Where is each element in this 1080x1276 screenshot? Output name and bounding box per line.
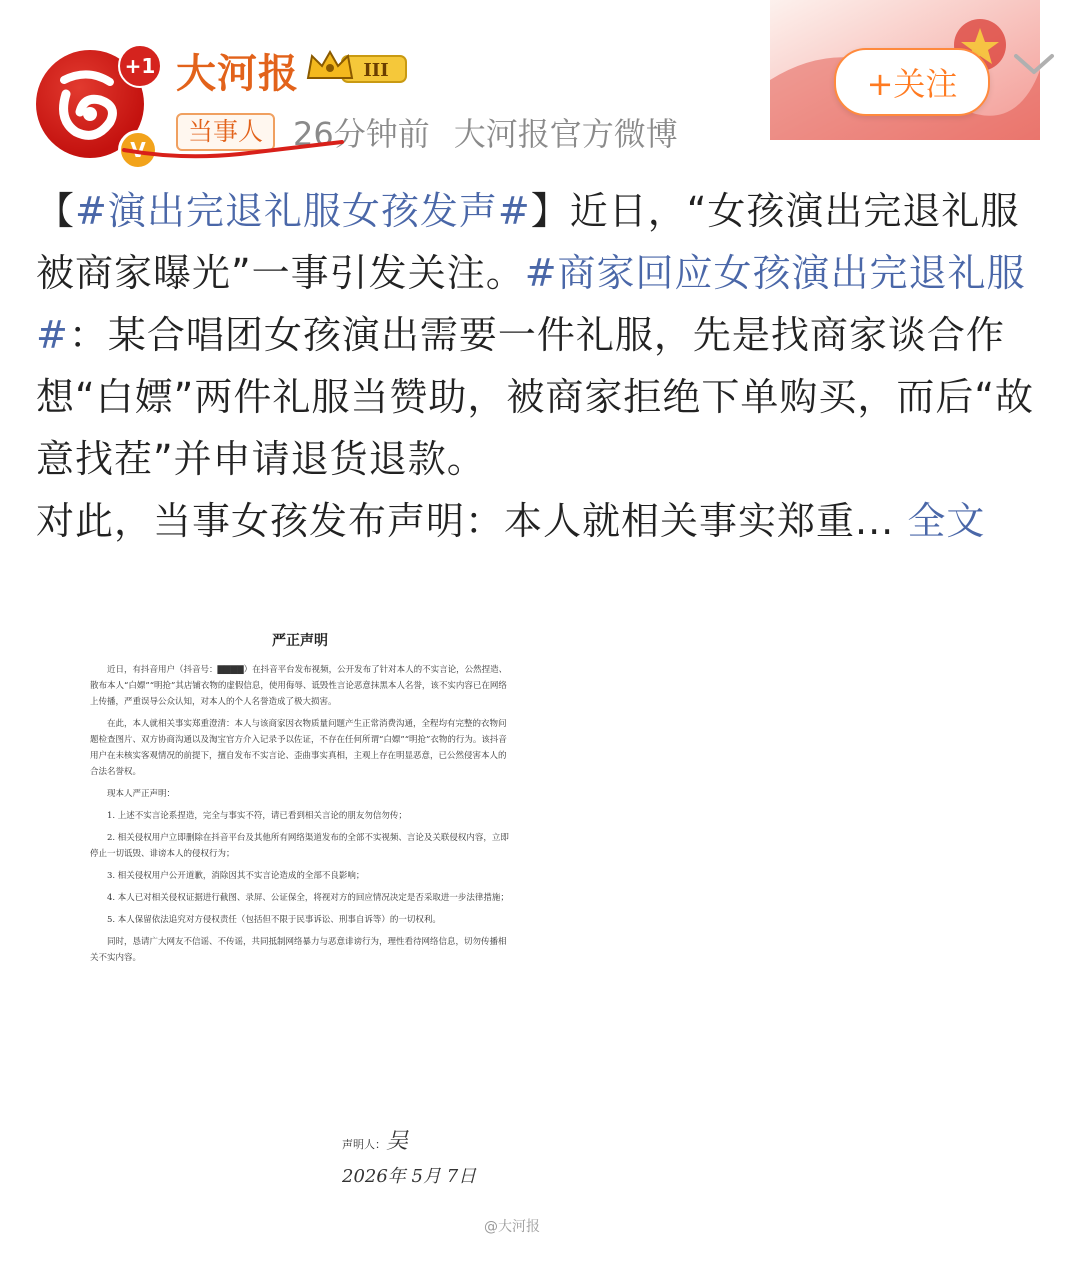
post-text-segment: 】近日，“女孩演出完退礼服被商家曝光”一事引发关注。 — [36, 189, 1020, 295]
post-time: 26分钟前 — [293, 115, 430, 153]
level-crown-icon — [306, 48, 410, 92]
statement-paragraph: 同时，恳请广大网友不信谣、不传谣，共同抵制网络暴力与恶意诽谤行为，理性看待网络信息，切勿传播相关不实内容。 — [90, 937, 507, 963]
statement-title: 严正声明 — [272, 633, 328, 649]
level-badge-text: III — [363, 60, 389, 81]
statement-paragraph: 1. 上述不实言论系捏造，完全与事实不符，请已看到相关言论的朋友勿信勿传； — [107, 811, 407, 821]
signer-label: 声明人： — [342, 1138, 386, 1151]
notification-badge: +1 — [118, 44, 162, 88]
statement-paragraph: 2. 相关侵权用户立即删除在抖音平台及其他所有网络渠道发布的全部不实视频、言论及关联侵权内容，立即停止一切诋毁、诽谤本人的侵权行为； — [90, 833, 509, 859]
follow-button[interactable]: +关注 — [834, 48, 990, 116]
statement-paragraph: 3. 相关侵权用户公开道歉，消除因其不实言论造成的全部不良影响； — [107, 871, 365, 881]
post-source: 大河报官方微博 — [453, 115, 678, 153]
statement-paragraph: 近日，有抖音用户（抖音号：▇▇▇▇）在抖音平台发布视频，公开发布了针对本人的不实言论，公然捏造、散布本人“白嫖”“明抢”其店铺衣物的虚假信息，使用侮辱、诋毁性言论恶意抹黑本人名誉，该不实内容已在网络上传播，严重误导公众认知，对本人的个人名誉造成了极大损害。 — [90, 665, 508, 707]
account-name[interactable]: 大河报 — [176, 51, 299, 97]
topic-link[interactable]: #商家回应女孩演出完退礼服# — [36, 251, 1026, 357]
statement-paragraph: 4. 本人已对相关侵权证据进行截图、录屏、公证保全，将视对方的回应情况决定是否采取进一步法律措施； — [107, 893, 509, 903]
watermark: @大河报 — [484, 1219, 540, 1235]
statement-paragraph: 在此，本人就相关事实郑重澄清：本人与该商家因衣物质量问题产生正常消费沟通，全程均有完整的衣物问题检查图片、双方协商沟通以及淘宝官方介入记录予以佐证，不存在任何所谓“白嫖”“明抢”衣物的行为。该抖音用户在未核实客观情况的前提下，擅自发布不实言论、歪曲事实真相，主观上存在明显恶意，已公然侵害本人的合法名誉权。 — [90, 719, 507, 777]
verified-icon: V — [118, 130, 158, 170]
topic-link[interactable]: #演出完退礼服女孩发声# — [75, 189, 531, 233]
statement-paragraph: 现本人严正声明： — [107, 789, 176, 799]
chevron-down-icon[interactable] — [1012, 50, 1056, 78]
post-header — [0, 0, 1080, 170]
post-text-segment: 【 — [36, 189, 76, 233]
hand-drawn-underline — [120, 132, 350, 162]
post-body — [36, 180, 1052, 552]
signer-signature: 吴 — [386, 1129, 409, 1154]
statement-image[interactable] — [90, 630, 510, 1250]
post-text-segment: 对此，当事女孩发布声明：本人就相关事实郑重... — [36, 499, 895, 543]
statement-paragraph: 5. 本人保留依法追究对方侵权责任（包括但不限于民事诉讼、刑事自诉等）的一切权利。 — [107, 915, 441, 925]
statement-date: 2026年 5月 7日 — [342, 1166, 477, 1187]
statement-body — [90, 662, 510, 966]
read-more-link[interactable]: 全文 — [907, 499, 986, 543]
post-text-segment: ：某合唱团女孩演出需要一件礼服，先是找商家谈合作想“白嫖”两件礼服当赞助，被商家拒绝下单购买，而后“故意找茬”并申请退货退款。 — [36, 313, 1035, 481]
statement-signer — [342, 1124, 408, 1155]
role-tag: 当事人 — [176, 113, 275, 151]
